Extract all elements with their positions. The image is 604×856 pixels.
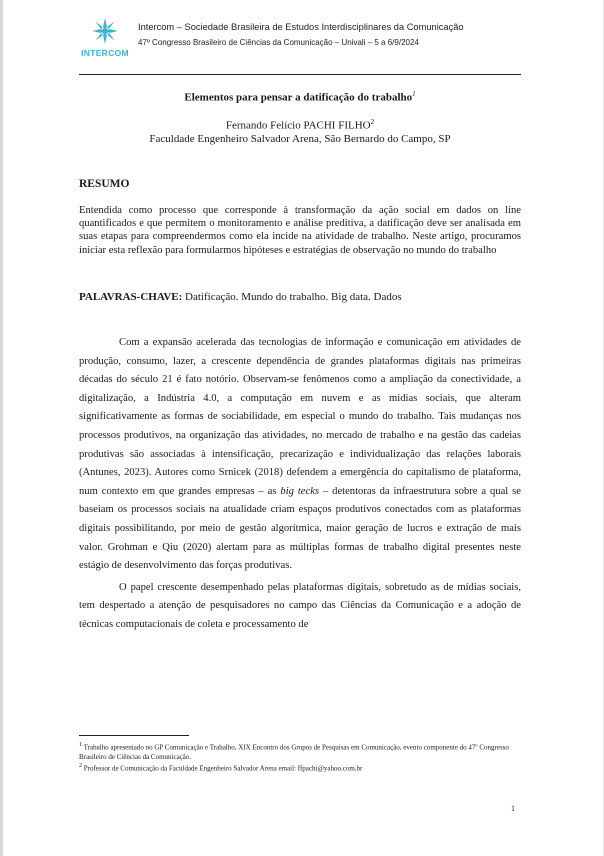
intercom-star-icon [90, 16, 120, 46]
keywords-list: Datificação. Mundo do trabalho. Big data. Dados [185, 291, 402, 303]
title-text: Elementos para pensar a datificação do trabalho [184, 91, 413, 104]
abstract-text: Entendida como processo que corresponde à transformação da ação social em dados on line quantificados e que permitem o monitoramento e análise preditiva, a datificação deve ser analisada em suas etapas para compreendermos como ela incide na atividade de trabalho. Neste artigo, procuramos iniciar esta reflexão para formularmos hipóteses e estratégias de observação no mundo do trabalho [79, 205, 521, 256]
footnote-2 [79, 762, 521, 774]
abstract-heading: RESUMO [79, 178, 130, 190]
title-footnote-ref: 1 [412, 90, 416, 98]
page-number: 1 [511, 804, 515, 813]
affiliation: Faculdade Engenheiro Salvador Arena, São Bernardo do Campo, SP [149, 133, 451, 145]
intercom-logo [79, 16, 131, 62]
footnote-divider [79, 735, 189, 736]
keywords [79, 291, 521, 303]
header-org-line: Intercom – Sociedade Brasileira de Estudos Interdisciplinares da Comunicação [138, 22, 464, 32]
body-text [79, 334, 521, 635]
paragraph-text: Com a expansão acelerada das tecnologias de informação e comunicação em atividades de produção, consumo, lazer, a crescente dependência de grandes plataformas digitais nas primeiras décadas do século 21 é fato notório. Observam-se fenômenos como a ampliação da conectividade, a digitalização, a Indústria 4.0, a computação em nuvem e as mídias sociais, que alteram significativamente as formas de sociabilidade, em especial o mundo do trabalho. Tais mudanças nos processos produtivos, na organização das atividades, no mercado de trabalho e na gestão das cadeias produtivas são associadas à intensificação, precarização e individualização das relações laborais (Antunes, 2023). Autores como Srnicek (2018) defendem a emergência do capitalismo de plataforma, num contexto em que grandes empresas – as [79, 337, 521, 497]
footnote-text: Trabalho apresentado no GP Comunicação e Trabalho, XIX Encontro dos Grupos de Pesquisas em Comunicação, evento componente do 47º Congresso Brasileiro de Ciências da Comunicação. [79, 743, 509, 761]
author-footnote-ref: 2 [370, 118, 375, 126]
author-name: Fernando Felício PACHI FILHO [225, 119, 371, 132]
paragraph: O papel crescente desempenhado pelas plataformas digitais, sobretudo as de mídias sociais, tem despertado a atenção de pesquisadores no campo das Ciências da Comunicação e a adoção de técnicas computacionais de coleta e processamento de [79, 581, 521, 630]
paper-title [79, 90, 521, 104]
footnote-text: Professor de Comunicação da Faculdade Engenheiro Salvador Arena email: ffpachi@yahoo.com.br [83, 764, 363, 773]
footnote-mark: 1 [79, 742, 82, 748]
logo-text: INTERCOM [81, 48, 129, 58]
footnote-mark: 2 [79, 763, 82, 770]
keywords-label: PALAVRAS-CHAVE: [79, 291, 183, 303]
page-header [79, 14, 519, 64]
author-line [79, 118, 521, 132]
header-congress-line: 47º Congresso Brasileiro de Ciências da Comunicação – Univali – 5 a 6/9/2024 [138, 38, 419, 47]
footnote-1 [79, 741, 521, 762]
emphasis: big tecks [280, 485, 320, 497]
paragraph [79, 334, 521, 576]
header-divider [79, 74, 521, 75]
footnotes [79, 741, 521, 774]
paragraph-text: – detentoras da infraestrutura sobre a qual se baseiam os processos sociais na atualidade criam espaços produtivos conectados com as plataformas digitais possibilitando, por meio de gestão algorítmica, maior geração de lucros e extração de mais valor. Grohman e Qiu (2020) alertam para as múltiplas formas de trabalho digital presentes neste estágio de desenvolvimento das forças produtivas. [79, 485, 521, 572]
